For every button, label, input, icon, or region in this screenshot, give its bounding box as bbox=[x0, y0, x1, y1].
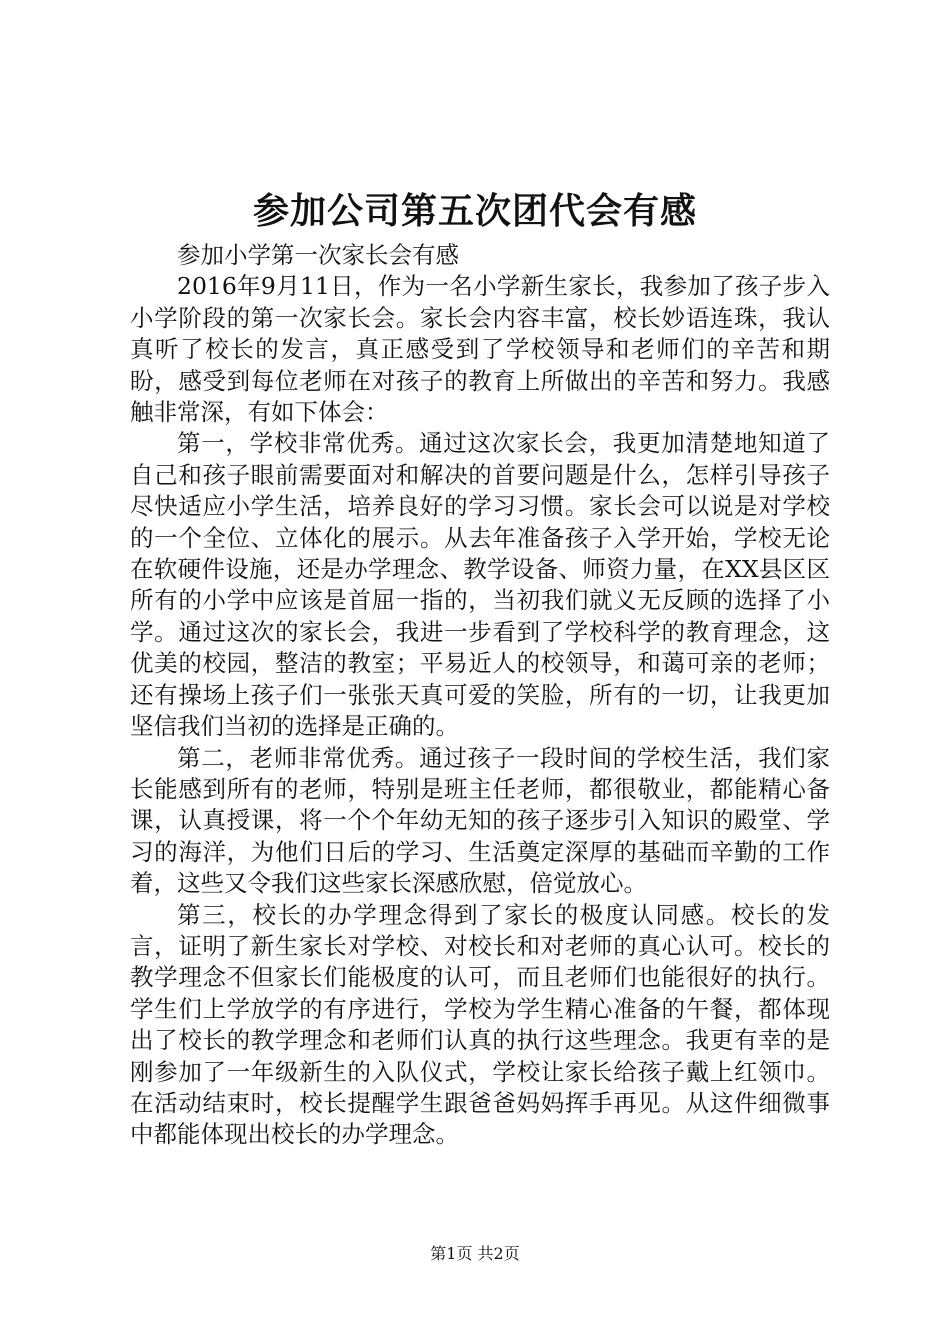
paragraph-intro: 2016年9月11日，作为一名小学新生家长，我参加了孩子步入小学阶段的第一次家长会。家长会内容丰富，校长妙语连珠，我认真听了校长的发言，真正感受到了学校领导和老师们的辛苦和期盼，感受到每位老师在对孩子的教育上所做出的辛苦和努力。我感触非常深，有如下体会： bbox=[130, 272, 830, 427]
paragraph-second-point: 第二，老师非常优秀。通过孩子一段时间的学校生活，我们家长能感到所有的老师，特别是班主任老师，都很敬业，都能精心备课，认真授课，将一个个年幼无知的孩子逐步引入知识的殿堂、学习的海洋，为他们日后的学习、生活奠定深厚的基础而辛勤的工作着，这些又令我们这些家长深感欣慰，倍觉放心。 bbox=[130, 743, 830, 898]
paragraph-subtitle: 参加小学第一次家长会有感 bbox=[177, 241, 459, 269]
page-number-footer: 第1页 共2页 bbox=[430, 1244, 520, 1263]
paragraph-first-point: 第一，学校非常优秀。通过这次家长会，我更加清楚地知道了自己和孩子眼前需要面对和解决的首要问题是什么，怎样引导孩子尽快适应小学生活，培养良好的学习习惯。家长会可以说是对学校的一个全位、立体化的展示。从去年准备孩子入学开始，学校无论在软硬件设施，还是办学理念、教学设备、师资力量，在XX县区区所有的小学中应该是首屈一指的，当初我们就义无反顾的选择了小学。通过这次的家长会，我进一步看到了学校科学的教育理念，这优美的校园，整洁的教室；平易近人的校领导，和蔼可亲的老师；还有操场上孩子们一张张天真可爱的笑脸，所有的一切，让我更加坚信我们当初的选择是正确的。 bbox=[130, 429, 830, 741]
paragraph-third-point: 第三，校长的办学理念得到了家长的极度认同感。校长的发言，证明了新生家长对学校、对校长和对老师的真心认可。校长的教学理念不但家长们能极度的认可，而且老师们也能很好的执行。学生们上学放学的有序进行，学校为学生精心准备的午餐，都体现出了校长的教学理念和老师们认真的执行这些理念。我更有幸的是刚参加了一年级新生的入队仪式，学校让家长给孩子戴上红领巾。在活动结束时，校长提醒学生跟爸爸妈妈挥手再见。从这件细微事中都能体现出校长的办学理念。 bbox=[130, 900, 830, 1149]
document-title: 参加公司第五次团代会有感 bbox=[252, 190, 697, 232]
document-body bbox=[130, 240, 830, 1151]
